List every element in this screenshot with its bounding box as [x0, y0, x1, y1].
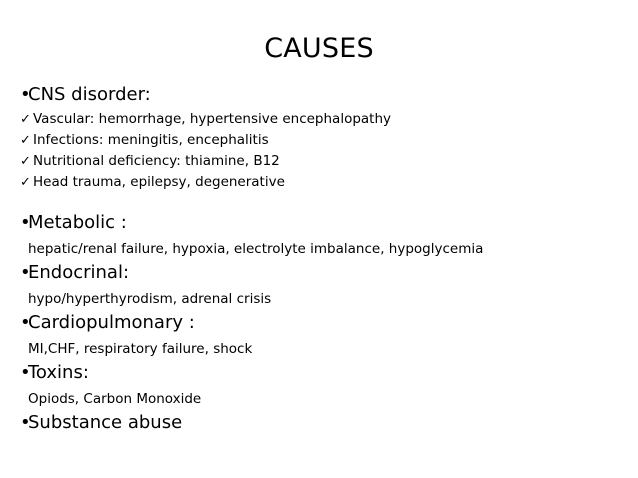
- bullet-heading: Metabolic :: [28, 212, 127, 233]
- bullet-toxins: [20, 361, 630, 385]
- metabolic-detail: hepatic/renal failure, hypoxia, electrolyte imbalance, hypoglycemia: [28, 241, 484, 257]
- check-item-text: Infections: meningitis, encephalitis: [33, 132, 269, 148]
- check-item-text: Vascular: hemorrhage, hypertensive encephalopathy: [33, 111, 392, 127]
- bullet-heading: Cardiopulmonary :: [28, 312, 195, 333]
- checkmark-icon: ✓: [20, 154, 31, 169]
- check-item-head-trauma: [20, 172, 630, 193]
- bullet-heading: Substance abuse: [28, 412, 183, 433]
- toxins-detail: Opiods, Carbon Monoxide: [28, 391, 202, 407]
- bullet-endocrinal: [20, 261, 630, 285]
- slide-title: CAUSES: [264, 33, 374, 64]
- bullet-icon: •: [20, 212, 31, 233]
- check-item-nutritional: [20, 151, 630, 172]
- bullet-cardiopulmonary: [20, 311, 630, 335]
- cardiopulmonary-detail: MI,CHF, respiratory failure, shock: [28, 341, 253, 357]
- check-item-vascular: [20, 109, 630, 130]
- bullet-heading: CNS disorder:: [28, 84, 151, 105]
- bullet-icon: •: [20, 262, 31, 283]
- bullet-icon: •: [20, 412, 31, 433]
- bullet-icon: •: [20, 362, 31, 383]
- bullet-icon: •: [20, 312, 31, 333]
- checkmark-icon: ✓: [20, 175, 31, 190]
- bullet-substance-abuse: [20, 411, 630, 435]
- checkmark-icon: ✓: [20, 112, 31, 127]
- check-item-text: Head trauma, epilepsy, degenerative: [33, 174, 285, 190]
- check-item-infections: [20, 130, 630, 151]
- bullet-icon: •: [20, 84, 31, 105]
- endocrinal-detail: hypo/hyperthyrodism, adrenal crisis: [28, 291, 272, 307]
- bullet-metabolic: [20, 211, 630, 235]
- bullet-heading: Toxins:: [28, 362, 89, 383]
- check-item-text: Nutritional deficiency: thiamine, B12: [33, 153, 280, 169]
- bullet-heading: Endocrinal:: [28, 262, 130, 283]
- slide-content: [20, 83, 630, 435]
- bullet-cns-disorder: [20, 83, 630, 107]
- checkmark-icon: ✓: [20, 133, 31, 148]
